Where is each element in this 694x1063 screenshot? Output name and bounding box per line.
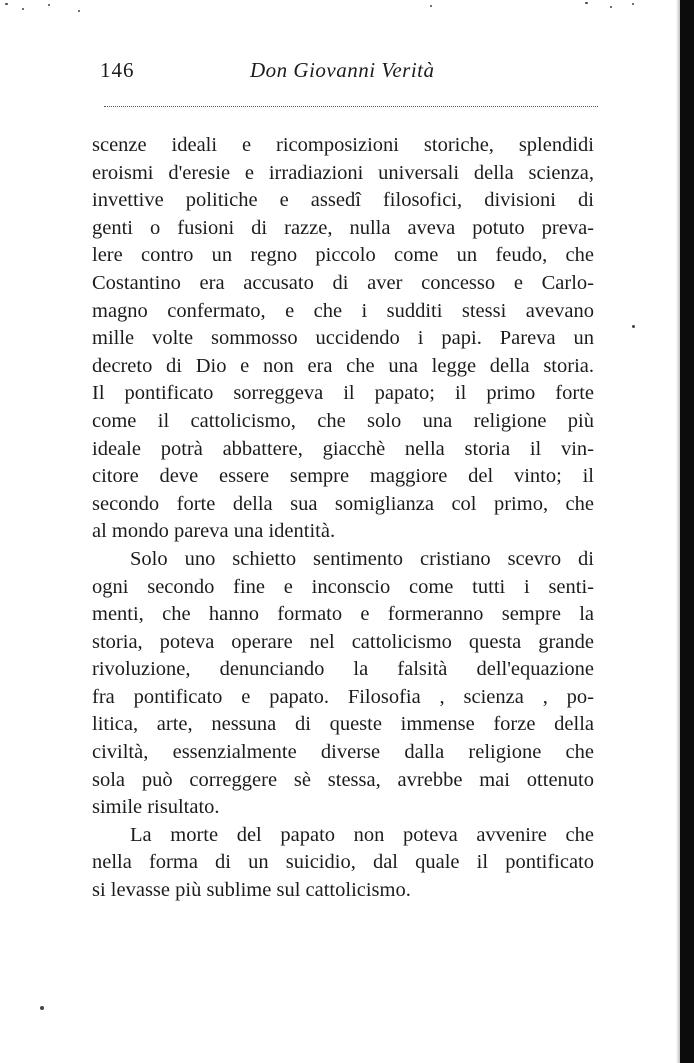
paragraph [92, 546, 594, 822]
text-line: menti, che hanno formato e formeranno sempre la [92, 603, 594, 626]
text-line: rivoluzione, denunciando la falsità dell'equazione [92, 658, 594, 681]
text-line: citore deve essere sempre maggiore del vinto; il [92, 465, 594, 488]
paragraph [92, 132, 594, 546]
ink-speck [430, 5, 432, 7]
text-line: decreto di Dio e non era che una legge della storia. [92, 354, 594, 377]
text-line: Solo uno schietto sentimento cristiano scevro di [130, 547, 594, 570]
ink-speck [632, 3, 634, 5]
text-line: La morte del papato non poteva avvenire che [130, 823, 594, 846]
text-line: Costantino era accusato di aver concesso e Carlo- [92, 271, 594, 294]
text-line: mille volte sommosso uccidendo i papi. Pareva un [92, 327, 594, 350]
text-line: lere contro un regno piccolo come un feudo, che [92, 244, 594, 267]
text-line: eroismi d'eresie e irradiazioni universali della scienza, [92, 161, 594, 184]
ink-speck [78, 10, 80, 12]
header-rule [104, 106, 598, 107]
text-line: storia, poteva operare nel cattolicismo questa grande [92, 630, 594, 653]
text-line: al mondo pareva una identità. [92, 520, 336, 543]
text-line: fra pontificato e papato. Filosofia , scienza , po- [92, 685, 594, 708]
text-line: simile risultato. [92, 796, 220, 819]
ink-speck [48, 4, 50, 6]
page-header [98, 58, 598, 92]
binding-edge [680, 0, 694, 1063]
text-line: sola può correggere sè stessa, avrebbe mai ottenuto [92, 768, 594, 791]
ink-speck [40, 1006, 44, 1010]
body-text [92, 132, 594, 905]
text-line: Il pontificato sorreggeva il papato; il primo forte [92, 382, 594, 405]
ink-speck [585, 2, 588, 4]
text-line: magno confermato, e che i sudditi stessi avevano [92, 299, 594, 322]
paragraph [92, 822, 594, 905]
text-line: litica, arte, nessuna di queste immense forze della [92, 713, 594, 736]
ink-speck [610, 6, 612, 8]
text-line: civiltà, essenzialmente diverse dalla religione che [92, 741, 594, 764]
text-line: scenze ideali e ricomposizioni storiche, splendidi [92, 134, 594, 156]
text-line: nella forma di un suicidio, dal quale il pontificato [92, 851, 594, 874]
text-line: secondo forte della sua somiglianza col primo, che [92, 492, 594, 515]
text-line: ogni secondo fine e inconscio come tutti i senti- [92, 575, 594, 598]
text-line: genti o fusioni di razze, nulla aveva potuto preva- [92, 216, 594, 239]
text-line: si levasse più sublime sul cattolicismo. [92, 879, 411, 902]
ink-speck [5, 3, 8, 5]
text-line: ideale potrà abbattere, giacchè nella storia il vin- [92, 437, 594, 460]
page-number: 146 [100, 58, 135, 82]
ink-speck [632, 325, 635, 328]
text-line: come il cattolicismo, che solo una religione più [92, 409, 594, 432]
ink-speck [22, 8, 24, 10]
text-line: invettive politiche e assedî filosofici, divisioni di [92, 189, 594, 212]
running-title: Don Giovanni Verità [250, 58, 435, 82]
